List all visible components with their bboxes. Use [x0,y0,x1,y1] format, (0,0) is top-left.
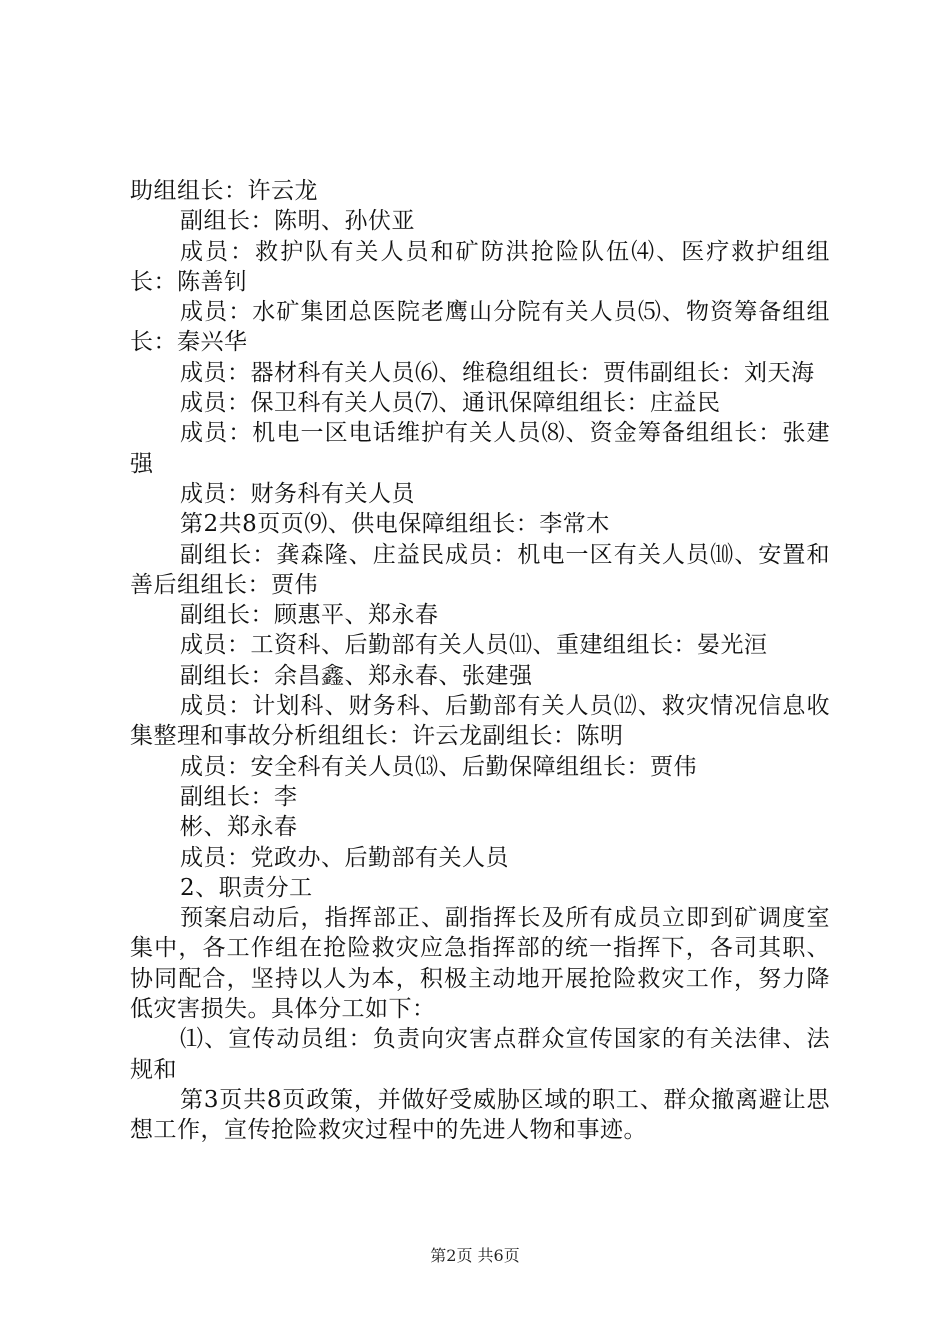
document-body [130,176,830,1146]
paragraph: 彬、郑永春 [180,814,298,841]
paragraph: 成员：保卫科有关人员⑺、通讯保障组组长：庄益民 [180,390,721,417]
paragraph: 副组长：余昌鑫、郑永春、张建强 [180,662,533,689]
paragraph: 成员：机电一区电话维护有关人员⑻、资金筹备组组长：张建强 [130,420,830,477]
paragraph: 第3页共8页政策，并做好受威胁区域的职工、群众撤离避让思想工作，宣传抢险救灾过程中的先进人物和事迹。 [130,1086,830,1144]
paragraph: 副组长：李 [180,783,298,810]
paragraph: 2、职责分工 [180,874,313,901]
paragraph: 成员：水矿集团总医院老鹰山分院有关人员⑸、物资筹备组组长：秦兴华 [130,299,830,356]
paragraph: 成员：安全科有关人员⒀、后勤保障组组长：贾伟 [180,753,697,780]
paragraph: 副组长：龚森隆、庄益民成员：机电一区有关人员⑽、安置和善后组组长：贾伟 [130,541,830,598]
paragraph: 副组长：陈明、孙伏亚 [180,208,415,235]
paragraph: ⑴、宣传动员组：负责向灾害点群众宣传国家的有关法律、法规和 [130,1026,830,1083]
paragraph: 成员：计划科、财务科、后勤部有关人员⑿、救灾情况信息收集整理和事故分析组组长：许云龙副组长：陈明 [130,693,830,750]
paragraph: 第2共8页页⑼、供电保障组组长：李常木 [180,511,610,538]
page-footer: 第2页 共6页 [430,1246,520,1265]
paragraph: 成员：财务科有关人员 [180,480,415,507]
paragraph: 成员：救护队有关人员和矿防洪抢险队伍⑷、医疗救护组组长：陈善钊 [130,238,830,295]
paragraph: 助组组长：许云龙 [130,178,318,204]
paragraph: 成员：器材科有关人员⑹、维稳组组长：贾伟副组长：刘天海 [180,359,815,386]
paragraph: 成员：工资科、后勤部有关人员⑾、重建组组长：晏光洹 [180,632,768,659]
paragraph: 副组长：顾惠平、郑永春 [180,602,439,629]
paragraph: 成员：党政办、后勤部有关人员 [180,844,509,871]
paragraph: 预案启动后，指挥部正、副指挥长及所有成员立即到矿调度室集中，各工作组在抢险救灾应急指挥部的统一指挥下，各司其职、协同配合，坚持以人为本，积极主动地开展抢险救灾工作，努力降低灾害损失。具体分工如下： [130,905,830,1023]
